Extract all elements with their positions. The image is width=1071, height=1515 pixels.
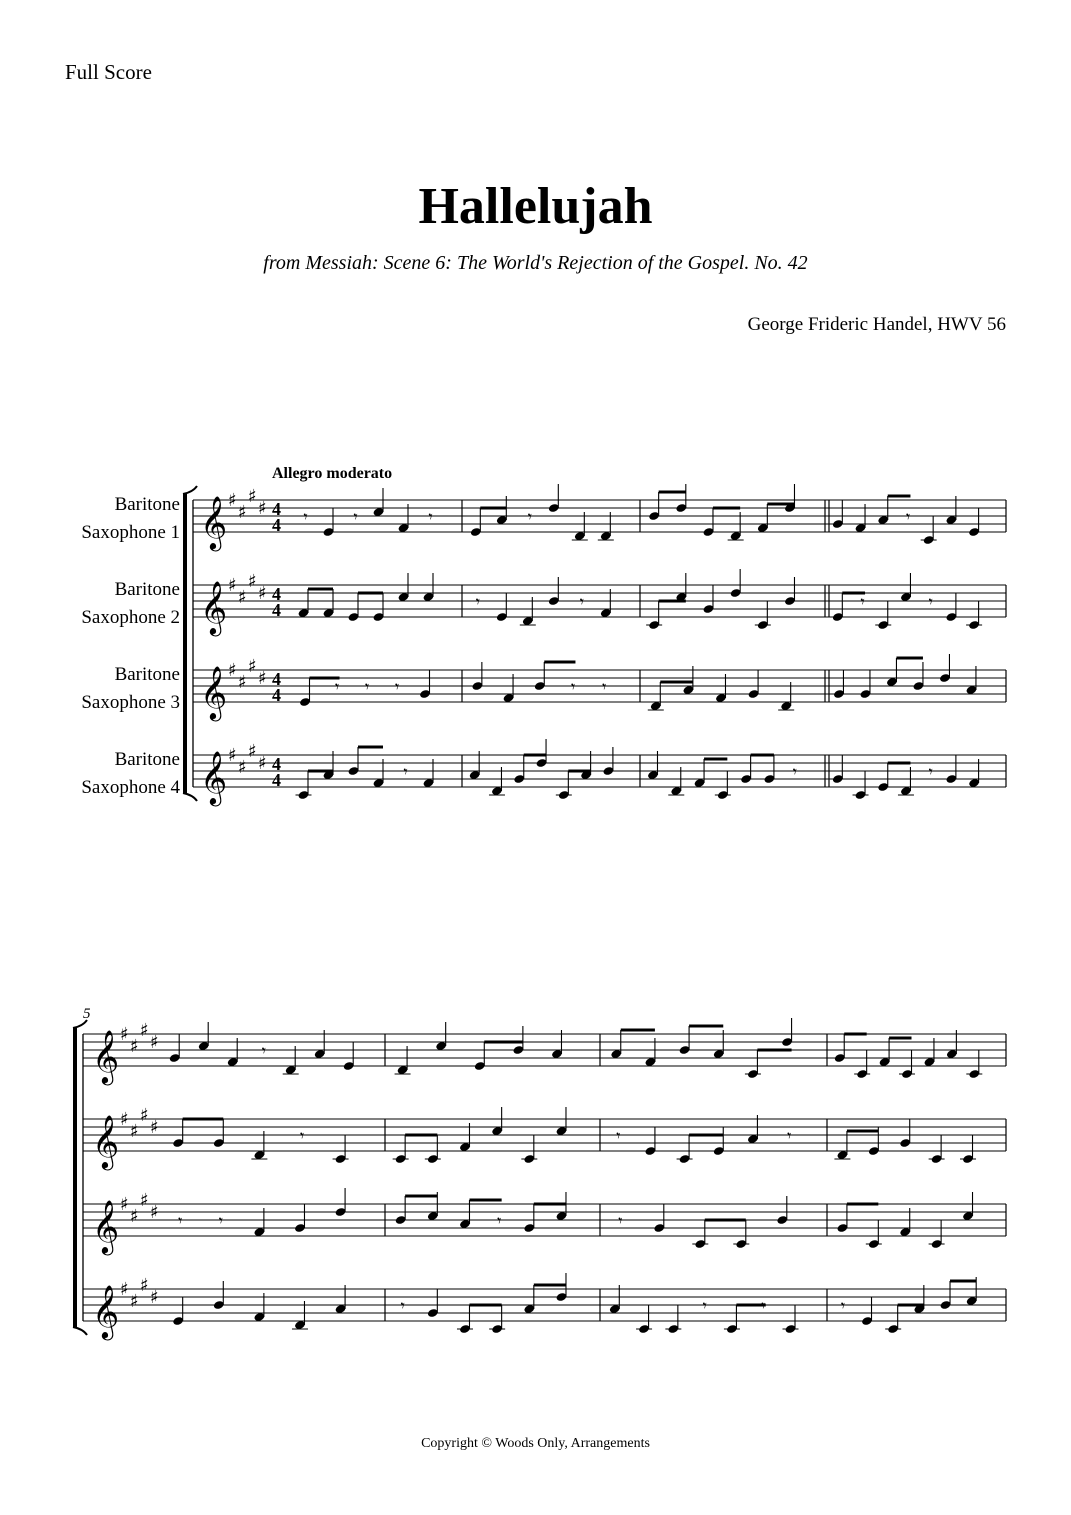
rest-icon: 𝄾 — [840, 1296, 846, 1315]
rest-icon: 𝄾 — [218, 1211, 224, 1230]
score-label: Full Score — [65, 60, 152, 84]
treble-clef-icon: 𝄞 — [200, 580, 228, 634]
rest-icon: 𝄾 — [335, 677, 340, 696]
treble-clef-icon: 𝄞 — [92, 1199, 120, 1253]
time-signature-top: 4 — [272, 584, 281, 604]
key-sharp-icon: ♯ — [248, 486, 257, 507]
key-sharp-icon: ♯ — [228, 745, 237, 766]
time-signature-bottom: 4 — [272, 685, 281, 705]
rest-icon: 𝄾 — [905, 507, 911, 526]
key-sharp-icon: ♯ — [130, 1291, 139, 1312]
staff-saxophone-4 — [81, 739, 1006, 806]
key-sharp-icon: ♯ — [150, 1287, 159, 1308]
time-signature-bottom: 4 — [272, 600, 281, 620]
key-sharp-icon: ♯ — [228, 660, 237, 681]
rest-icon: 𝄾 — [602, 677, 607, 696]
key-sharp-icon: ♯ — [140, 1020, 149, 1041]
rest-icon: 𝄾 — [579, 592, 585, 611]
staff-saxophone-4 — [83, 1273, 1006, 1340]
rest-icon: 𝄾 — [497, 1211, 502, 1230]
key-sharp-icon: ♯ — [120, 1279, 129, 1300]
key-sharp-icon: ♯ — [228, 490, 237, 511]
key-sharp-icon: ♯ — [140, 1105, 149, 1126]
rest-icon: 𝄾 — [395, 677, 400, 696]
rest-icon: 𝄾 — [261, 1041, 266, 1060]
time-signature-top: 4 — [272, 754, 281, 774]
key-sharp-icon: ♯ — [120, 1194, 129, 1215]
staff-saxophone-1 — [83, 1018, 1006, 1085]
key-sharp-icon: ♯ — [238, 502, 247, 523]
rest-icon: 𝄾 — [365, 677, 370, 696]
rest-icon: 𝄾 — [475, 592, 481, 611]
rest-icon: 𝄾 — [403, 762, 408, 781]
rest-icon: 𝄾 — [303, 507, 308, 526]
instrument-name-line2: Saxophone 3 — [81, 692, 180, 713]
rest-icon: 𝄾 — [618, 1211, 623, 1230]
time-signature-top: 4 — [272, 499, 281, 519]
rest-icon: 𝄾 — [761, 1296, 766, 1315]
rest-icon: 𝄾 — [928, 762, 933, 781]
key-sharp-icon: ♯ — [228, 575, 237, 596]
rest-icon: 𝄾 — [400, 1296, 405, 1315]
staff-saxophone-3 — [83, 1188, 1006, 1255]
system-1 — [81, 484, 1006, 806]
staff-saxophone-1 — [81, 484, 1006, 551]
key-sharp-icon: ♯ — [150, 1032, 159, 1053]
measure-number: 5 — [83, 1006, 91, 1022]
rest-icon: 𝄾 — [299, 1126, 305, 1145]
key-sharp-icon: ♯ — [120, 1024, 129, 1045]
key-sharp-icon: ♯ — [130, 1121, 139, 1142]
key-sharp-icon: ♯ — [140, 1190, 149, 1211]
tempo-marking: Allegro moderato — [272, 465, 393, 482]
instrument-name-line1: Baritone — [114, 579, 180, 600]
key-sharp-icon: ♯ — [130, 1036, 139, 1057]
rest-icon: 𝄾 — [860, 592, 865, 611]
key-sharp-icon: ♯ — [130, 1206, 139, 1227]
key-sharp-icon: ♯ — [258, 583, 267, 604]
treble-clef-icon: 𝄞 — [200, 665, 228, 719]
bracket-bottom-hook — [73, 1327, 87, 1335]
rest-icon: 𝄾 — [787, 1126, 792, 1145]
bracket-bottom-hook — [183, 793, 197, 801]
key-sharp-icon: ♯ — [120, 1109, 129, 1130]
subtitle: from Messiah: Scene 6: The World's Rejection of the Gospel. No. 42 — [263, 252, 808, 274]
key-sharp-icon: ♯ — [238, 672, 247, 693]
copyright: Copyright © Woods Only, Arrangements — [421, 1436, 650, 1451]
key-sharp-icon: ♯ — [150, 1117, 159, 1138]
treble-clef-icon: 𝄞 — [92, 1284, 120, 1338]
rest-icon: 𝄾 — [527, 507, 533, 526]
key-sharp-icon: ♯ — [248, 741, 257, 762]
instrument-name-line1: Baritone — [114, 749, 180, 770]
rest-icon: 𝄾 — [178, 1211, 183, 1230]
staff-saxophone-3 — [81, 654, 1006, 721]
treble-clef-icon: 𝄞 — [200, 750, 228, 804]
key-sharp-icon: ♯ — [258, 498, 267, 519]
rest-icon: 𝄾 — [616, 1126, 621, 1145]
time-signature-bottom: 4 — [272, 770, 281, 790]
staff-saxophone-2 — [83, 1105, 1006, 1170]
rest-icon: 𝄾 — [428, 507, 433, 526]
key-sharp-icon: ♯ — [258, 668, 267, 689]
system-2 — [73, 1006, 1006, 1340]
key-sharp-icon: ♯ — [238, 757, 247, 778]
rest-icon: 𝄾 — [353, 507, 358, 526]
rest-icon: 𝄾 — [702, 1296, 707, 1315]
key-sharp-icon: ♯ — [258, 753, 267, 774]
rest-icon: 𝄾 — [792, 762, 797, 781]
instrument-name-line1: Baritone — [114, 664, 180, 685]
rest-icon: 𝄾 — [928, 592, 933, 611]
instrument-name-line2: Saxophone 4 — [81, 777, 180, 798]
staff-saxophone-2 — [81, 569, 1006, 636]
instrument-name-line2: Saxophone 1 — [81, 522, 180, 543]
time-signature-top: 4 — [272, 669, 281, 689]
instrument-name-line1: Baritone — [114, 494, 180, 515]
instrument-name-line2: Saxophone 2 — [81, 607, 180, 628]
page-title: Hallelujah — [418, 178, 653, 235]
bracket-top-hook — [183, 486, 197, 494]
rest-icon: 𝄾 — [570, 677, 576, 696]
treble-clef-icon: 𝄞 — [200, 495, 228, 549]
key-sharp-icon: ♯ — [248, 571, 257, 592]
treble-clef-icon: 𝄞 — [92, 1114, 120, 1168]
key-sharp-icon: ♯ — [238, 587, 247, 608]
composer: George Frideric Handel, HWV 56 — [747, 314, 1006, 335]
treble-clef-icon: 𝄞 — [92, 1029, 120, 1083]
key-sharp-icon: ♯ — [150, 1202, 159, 1223]
key-sharp-icon: ♯ — [248, 656, 257, 677]
key-sharp-icon: ♯ — [140, 1275, 149, 1296]
time-signature-bottom: 4 — [272, 515, 281, 535]
